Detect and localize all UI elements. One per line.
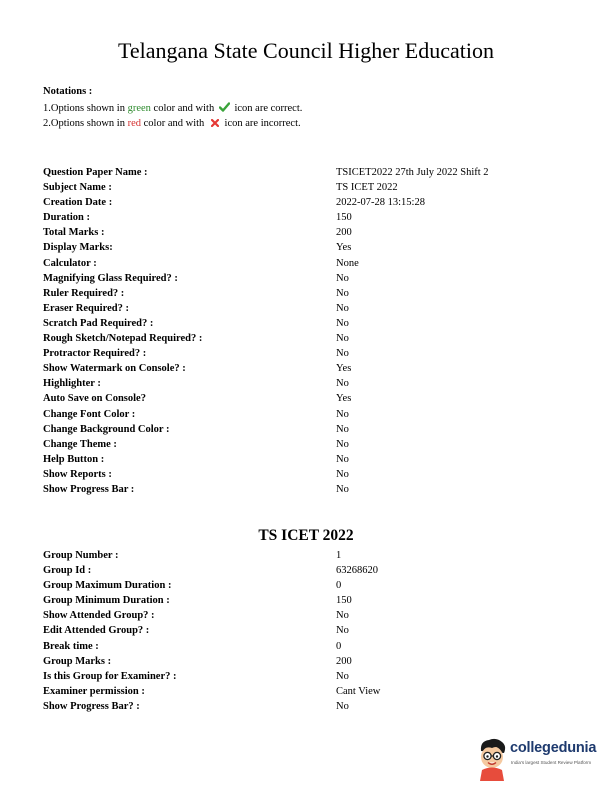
collegedunia-logo xyxy=(476,737,606,781)
info-value: Yes xyxy=(336,242,352,254)
info-value: Cant View xyxy=(336,685,381,697)
cross-icon xyxy=(211,119,219,127)
info-label: Duration : xyxy=(43,212,90,224)
info-label: Show Progress Bar? : xyxy=(43,700,140,712)
info-value: 150 xyxy=(336,212,352,224)
info-value: 200 xyxy=(336,227,352,239)
info-value: Yes xyxy=(336,393,352,405)
info-value: No xyxy=(336,438,349,450)
info-value: No xyxy=(336,333,349,345)
info-label: Help Button : xyxy=(43,453,105,465)
notation-text: 2.Options shown in xyxy=(43,118,128,129)
info-label: Show Reports : xyxy=(43,468,112,480)
info-label: Display Marks: xyxy=(43,242,113,254)
info-label: Examiner permission : xyxy=(43,685,145,697)
section-title: TS ICET 2022 xyxy=(258,527,354,544)
logo-brand: collegedunia xyxy=(510,740,597,756)
info-value: No xyxy=(336,378,349,390)
checkmark-icon xyxy=(219,102,230,112)
info-label: Creation Date : xyxy=(43,197,113,209)
notation-text: color and with xyxy=(150,103,217,114)
info-value: No xyxy=(336,700,349,712)
info-value: No xyxy=(336,483,349,495)
info-value: No xyxy=(336,408,349,420)
info-label: Break time : xyxy=(43,640,99,652)
notations-heading: Notations : xyxy=(43,86,93,97)
info-value: TS ICET 2022 xyxy=(336,182,398,194)
info-value: No xyxy=(336,625,349,637)
info-value: No xyxy=(336,302,349,314)
info-value: 0 xyxy=(336,640,342,652)
info-value: No xyxy=(336,670,349,682)
info-value: No xyxy=(336,287,349,299)
page-title: Telangana State Council Higher Education xyxy=(117,38,494,63)
notation-line-incorrect xyxy=(43,116,302,131)
notation-line-correct xyxy=(43,101,302,116)
info-label: Show Progress Bar : xyxy=(43,483,135,495)
info-value: No xyxy=(336,610,349,622)
info-label: Show Watermark on Console? : xyxy=(43,363,186,375)
info-value: 63268620 xyxy=(336,565,378,577)
info-label: Calculator : xyxy=(43,257,97,269)
info-label: Total Marks : xyxy=(43,227,105,239)
info-value: No xyxy=(336,423,349,435)
mascot-icon xyxy=(476,737,508,781)
info-label: Edit Attended Group? : xyxy=(43,625,150,637)
info-label: Eraser Required? : xyxy=(43,302,129,314)
info-label: Show Attended Group? : xyxy=(43,610,155,622)
info-value: No xyxy=(336,272,349,284)
info-label: Auto Save on Console? xyxy=(43,393,146,405)
notation-text: 1.Options shown in xyxy=(43,103,128,114)
info-label: Group Id : xyxy=(43,565,92,577)
info-label: Change Font Color : xyxy=(43,408,136,420)
info-label: Scratch Pad Required? : xyxy=(43,317,154,329)
info-value: Yes xyxy=(336,363,352,375)
info-value: No xyxy=(336,317,349,329)
info-label: Change Theme : xyxy=(43,438,117,450)
green-word: green xyxy=(127,103,151,114)
info-label: Rough Sketch/Notepad Required? : xyxy=(43,333,203,345)
info-label: Question Paper Name : xyxy=(43,167,148,178)
notations xyxy=(43,84,302,131)
info-value: None xyxy=(336,257,359,269)
info-label: Group Minimum Duration : xyxy=(43,595,170,607)
info-label: Protractor Required? : xyxy=(43,348,147,360)
info-value: 200 xyxy=(336,655,352,667)
info-value: 1 xyxy=(336,550,342,561)
info-value: No xyxy=(336,348,349,360)
notation-text: icon are incorrect. xyxy=(221,118,301,129)
logo-tagline: India's largest Student Review Platform xyxy=(511,760,592,765)
info-label: Change Background Color : xyxy=(43,423,170,435)
info-label: Ruler Required? : xyxy=(43,287,125,299)
notation-text: icon are correct. xyxy=(231,103,303,114)
info-label: Subject Name : xyxy=(43,182,112,194)
red-word: red xyxy=(127,118,142,129)
info-value: TSICET2022 27th July 2022 Shift 2 xyxy=(336,167,489,178)
info-value: No xyxy=(336,468,349,480)
info-value: 0 xyxy=(336,580,342,592)
info-label: Is this Group for Examiner? : xyxy=(43,670,177,682)
info-label: Group Marks : xyxy=(43,655,112,667)
info-label: Magnifying Glass Required? : xyxy=(43,272,178,284)
info-value: 2022-07-28 13:15:28 xyxy=(336,197,425,209)
info-value: No xyxy=(336,453,349,465)
notation-text: color and with xyxy=(141,118,207,129)
info-label: Group Maximum Duration : xyxy=(43,580,172,592)
info-value: 150 xyxy=(336,595,352,607)
info-label: Highlighter : xyxy=(43,378,101,390)
info-label: Group Number : xyxy=(43,550,119,561)
